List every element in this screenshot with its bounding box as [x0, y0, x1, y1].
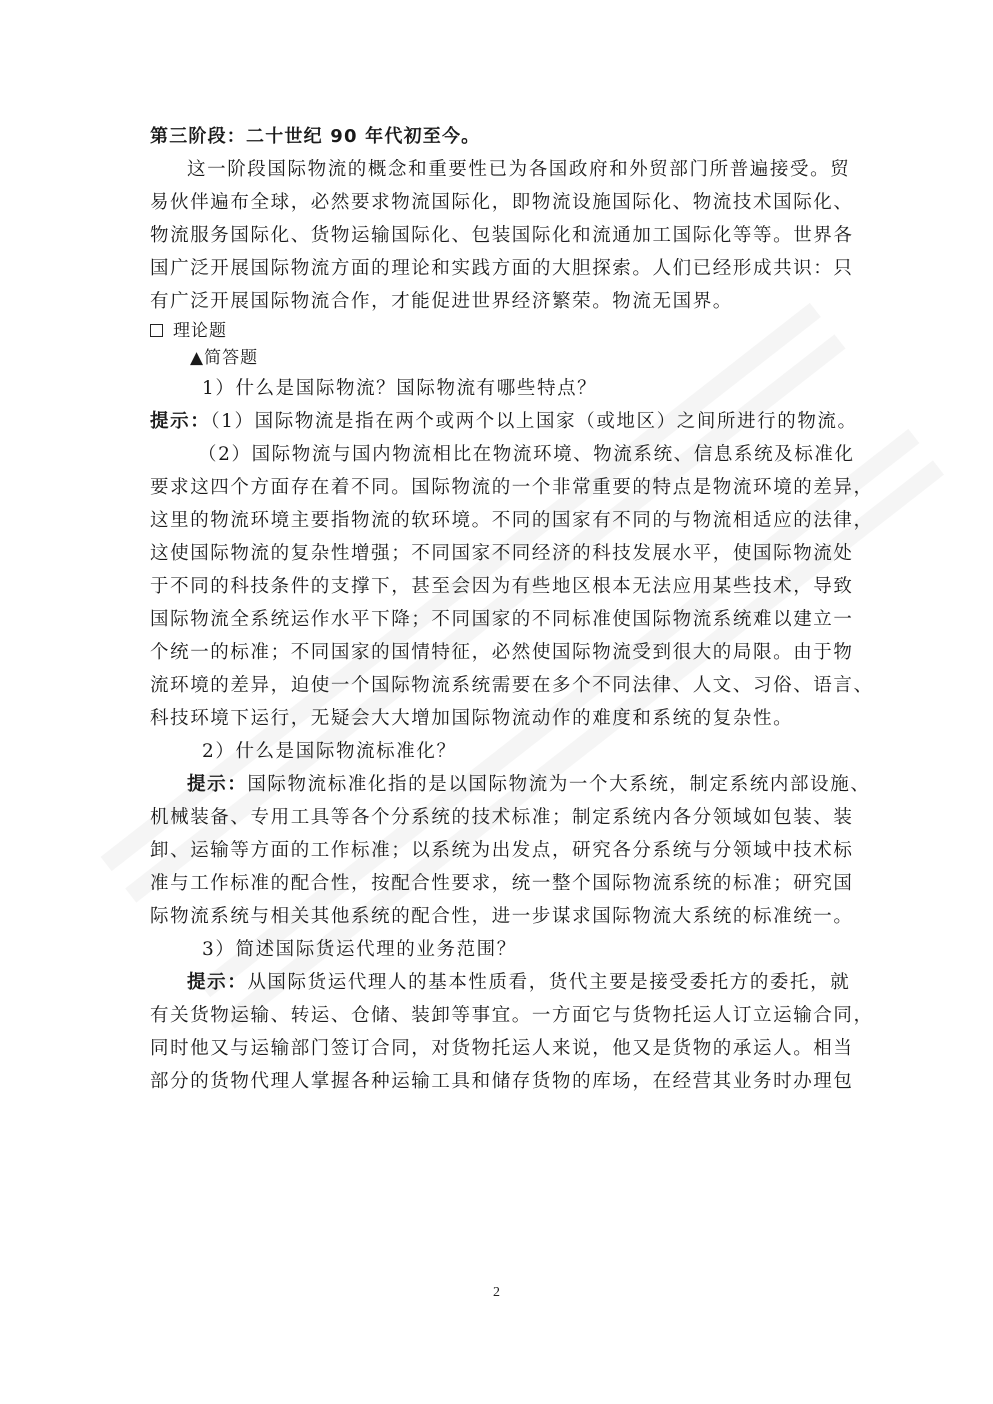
answer-line: （2）国际物流与国内物流相比在物流环境、物流系统、信息系统及标准化 — [198, 444, 855, 465]
question-2: 2）什么是国际物流标准化？ — [202, 741, 457, 762]
answer-line: 际物流系统与相关其他系统的配合性，进一步谋求国际物流大系统的标准统一。 — [150, 906, 854, 927]
section-theory — [150, 318, 847, 345]
checkbox-icon — [150, 324, 163, 337]
answer-line: 机械装备、专用工具等各个分系统的技术标准；制定系统内各分领域如包装、装 — [150, 807, 854, 828]
answer-text: 国际物流标准化指的是以国际物流为一个大系统，制定系统内部设施、 — [247, 774, 871, 795]
document-content — [150, 120, 874, 1098]
question-3: 3）简述国际货运代理的业务范围？ — [202, 939, 517, 960]
answer-line: 科技环境下运行，无疑会大大增加国际物流动作的难度和系统的复杂性。 — [150, 708, 794, 729]
answer-line — [150, 405, 858, 438]
answer-text: 从国际货运代理人的基本性质看，货代主要是接受委托方的委托，就 — [247, 972, 851, 993]
answer-line: 有关货物运输、转运、仓储、装卸等事宜。一方面它与货物托运人订立运输合同， — [150, 1005, 874, 1026]
answer-line: 这里的物流环境主要指物流的软环境。不同的国家有不同的与物流相适应的法律， — [150, 510, 874, 531]
answer-line: 个统一的标准；不同国家的国情特征，必然使国际物流受到很大的局限。由于物 — [150, 642, 854, 663]
answer-line: 流环境的差异，迫使一个国际物流系统需要在多个不同法律、人文、习俗、语言、 — [150, 675, 874, 696]
answer-line — [150, 768, 871, 801]
subsection-short-answer: ▲简答题 — [190, 348, 259, 368]
hint-label: 提示： — [187, 774, 248, 795]
paragraph-line: 易伙伴遍布全球，必然要求物流国际化，即物流设施国际化、物流技术国际化、 — [150, 192, 854, 213]
paragraph-line: 国广泛开展国际物流方面的理论和实践方面的大胆探索。人们已经形成共识：只 — [150, 258, 854, 279]
section-label: 理论题 — [173, 321, 227, 341]
answer-line: 于不同的科技条件的支撑下，甚至会因为有些地区根本无法应用某些技术，导致 — [150, 576, 854, 597]
paragraph-line: 物流服务国际化、货物运输国际化、包装国际化和流通加工国际化等等。世界各 — [150, 225, 854, 246]
stage-paragraph — [150, 153, 854, 318]
paragraph-line: 这一阶段国际物流的概念和重要性已为各国政府和外贸部门所普遍接受。贸 — [187, 159, 851, 180]
answer-line: 准与工作标准的配合性，按配合性要求，统一整个国际物流系统的标准；研究国 — [150, 873, 854, 894]
answer-line: 同时他又与运输部门签订合同，对货物托运人来说，他又是货物的承运人。相当 — [150, 1038, 854, 1059]
answer-line: 要求这四个方面存在着不同。国际物流的一个非常重要的特点是物流环境的差异， — [150, 477, 874, 498]
answer-line: 这使国际物流的复杂性增强；不同国家不同经济的科技发展水平，使国际物流处 — [150, 543, 854, 564]
paragraph-line: 有广泛开展国际物流合作，才能促进世界经济繁荣。物流无国界。 — [150, 291, 733, 312]
hint-label: 提示： — [150, 411, 211, 432]
answer-line — [150, 966, 851, 999]
page-number: 2 — [493, 1285, 500, 1300]
question-1: 1）什么是国际物流？国际物流有哪些特点？ — [202, 378, 598, 399]
answer-line: 部分的货物代理人掌握各种运输工具和储存货物的库场，在经营其业务时办理包 — [150, 1071, 854, 1092]
answer-text: （1）国际物流是指在两个或两个以上国家（或地区）之间所进行的物流。 — [210, 411, 858, 432]
answer-line: 国际物流全系统运作水平下降；不同国家的不同标准使国际物流系统难以建立一 — [150, 609, 854, 630]
stage-heading: 第三阶段：二十世纪 90 年代初至今。 — [150, 126, 481, 147]
hint-label: 提示： — [187, 972, 248, 993]
answer-line: 卸、运输等方面的工作标准；以系统为出发点，研究各分系统与分领域中技术标 — [150, 840, 854, 861]
